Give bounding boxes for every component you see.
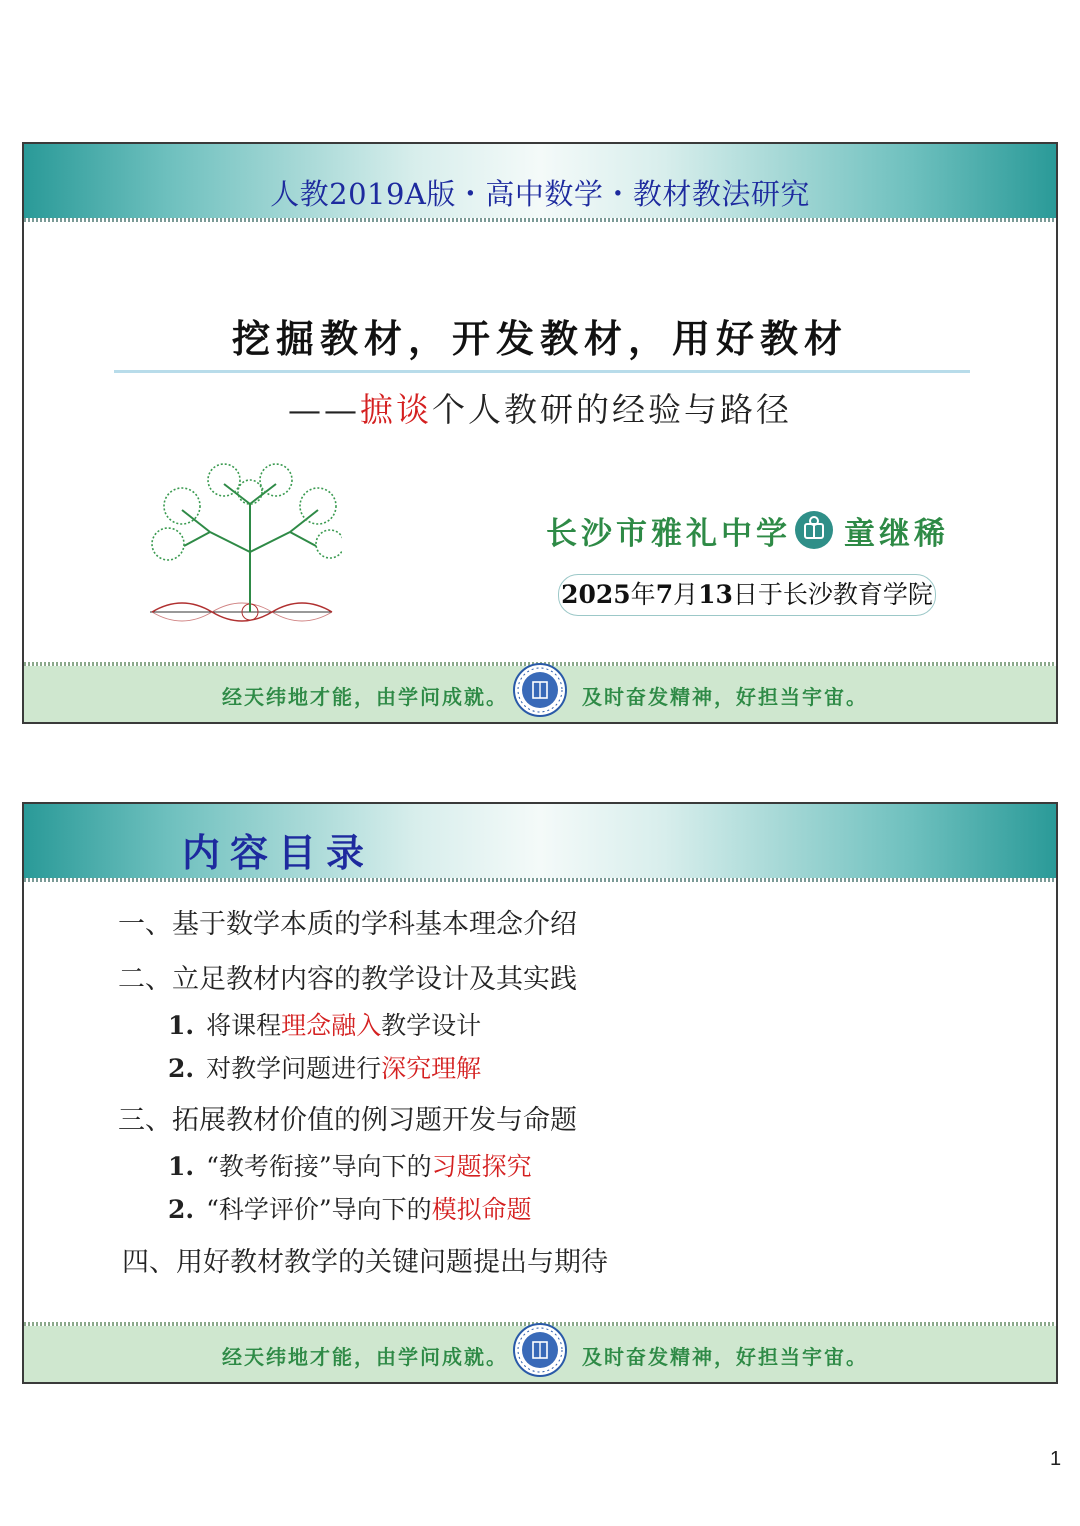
title-slide [22, 142, 1058, 724]
toc-item-3: 三、拓展教材价值的例习题开发与命题 [118, 1105, 577, 1136]
slide-title: 挖掘教材，开发教材，用好教材 [231, 317, 848, 361]
presentation-date: 2025年7月13日于长沙教育学院 [558, 574, 936, 616]
motto-right: 及时奋发精神，好担当宇宙。 [582, 685, 868, 709]
subtitle-highlight: 摭谈 [360, 390, 432, 429]
school-name: 长沙市雅礼中学 [546, 516, 791, 552]
toc-item-1: 一、基于数学本质的学科基本理念介绍 [118, 909, 577, 940]
fractal-tree-graph [132, 462, 342, 632]
school-seal-icon [512, 1322, 568, 1378]
contents-slide [22, 802, 1058, 1384]
toc-subitem-2-2: 2. 对教学问题进行深究理解 [168, 1054, 482, 1083]
motto-left: 经天纬地才能，由学问成就。 [222, 685, 508, 709]
motto-left: 经天纬地才能，由学问成就。 [222, 1345, 508, 1369]
toc-item-2: 二、立足教材内容的教学设计及其实践 [118, 964, 577, 995]
motto-right: 及时奋发精神，好担当宇宙。 [582, 1345, 868, 1369]
footer-band [24, 1326, 1056, 1382]
author-name: 童继稀 [844, 516, 949, 552]
toc-subitem-3-2: 2. “科学评价”导向下的模拟命题 [168, 1195, 532, 1224]
title-divider [114, 370, 970, 373]
header-band [24, 804, 1056, 878]
toc-item-4: 四、用好教材教学的关键问题提出与期待 [122, 1247, 608, 1278]
school-logo-icon [794, 510, 834, 550]
toc-subitem-2-1: 1. 将课程理念融入教学设计 [168, 1011, 482, 1040]
contents-title: 内容目录 [182, 830, 375, 875]
slide-header: 人教2019A版・高中数学・教材教法研究 [270, 177, 810, 211]
page-number: 1 [1050, 1448, 1062, 1470]
slide-subtitle: ——摭谈个人教研的经验与路径 [288, 390, 792, 429]
footer-band [24, 666, 1056, 722]
school-seal-icon [512, 662, 568, 718]
toc-subitem-3-1: 1. “教考衔接”导向下的习题探究 [168, 1152, 532, 1181]
